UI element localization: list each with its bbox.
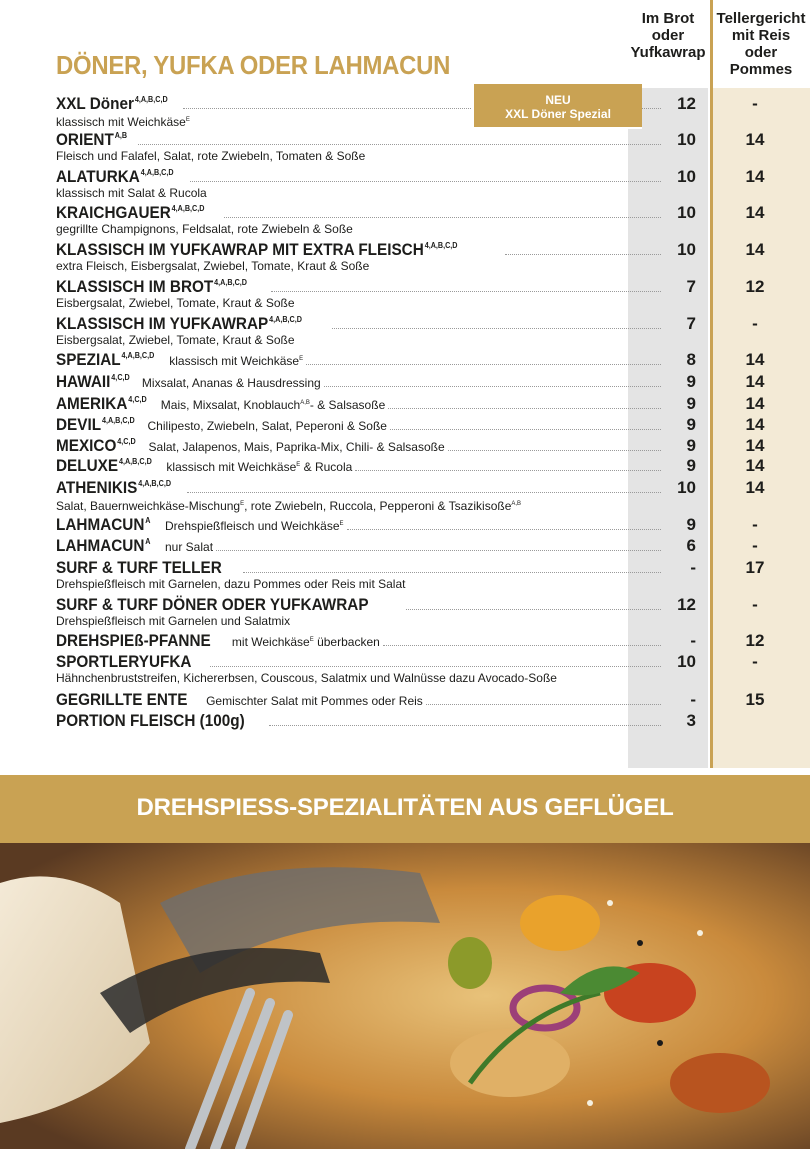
item-name — [56, 711, 245, 731]
item-inline-desc — [169, 354, 303, 368]
price-brot: 6 — [686, 536, 696, 555]
description-text: gegrillte Champignons, Feldsalat, rote Zwiebeln & Soße — [56, 222, 353, 236]
item-name-text: KRAICHGAUER — [56, 203, 171, 222]
inline-desc-text: & Rucola — [300, 460, 353, 474]
item-name — [56, 690, 187, 710]
dot-leader — [332, 328, 661, 329]
menu-item — [56, 167, 810, 200]
menu-item — [56, 515, 810, 535]
inline-desc-text: nur Salat — [165, 540, 214, 554]
price-brot: 12 — [677, 595, 696, 614]
price-teller: 14 — [745, 203, 765, 222]
allergen-codes: A,B — [511, 501, 522, 507]
price-teller: 14 — [745, 130, 765, 149]
price-brot: 7 — [686, 314, 696, 333]
item-name — [56, 394, 147, 414]
item-name — [56, 372, 130, 392]
item-name — [56, 631, 211, 651]
item-name-text: SURF & TURF DÖNER ODER YUFKAWRAP — [56, 595, 369, 614]
dot-leader — [355, 470, 661, 471]
item-name — [56, 350, 154, 370]
inline-desc-text: - & Salsasoße — [309, 398, 386, 412]
price-brot: 9 — [686, 372, 696, 391]
item-name-text: KLASSISCH IM YUFKAWRAP — [56, 314, 269, 333]
allergen-codes: E — [240, 501, 245, 507]
column-header-line: Tellergericht — [716, 10, 806, 27]
item-name — [56, 167, 174, 187]
item-name-text: SPEZIAL — [56, 350, 121, 369]
badge-line: XXL Döner Spezial — [505, 107, 611, 121]
dot-leader — [388, 408, 661, 409]
menu-item — [56, 711, 810, 731]
item-name-text: DREHSPIEß-PFANNE — [56, 631, 211, 650]
description-text: Drehspießfleisch mit Garnelen und Salatmix — [56, 614, 291, 628]
price-teller: 14 — [745, 436, 765, 455]
allergen-codes: 4,C,D — [117, 437, 136, 447]
dot-leader — [269, 725, 661, 726]
allergen-codes: 4,A,B,C,D — [118, 457, 152, 467]
menu-item-line — [56, 711, 664, 731]
allergen-codes: E — [299, 356, 304, 362]
food-photo-image — [0, 843, 810, 1149]
item-name-text: DELUXE — [56, 456, 119, 475]
item-description — [56, 150, 810, 163]
allergen-codes: 4,A,B,C,D — [269, 315, 302, 325]
menu-item-line — [56, 436, 664, 456]
price-brot: 10 — [677, 203, 696, 222]
item-name — [56, 436, 136, 456]
allergen-codes: 4,A,B,C,D — [214, 278, 247, 288]
food-photo — [0, 843, 810, 1149]
price-brot: - — [690, 558, 696, 577]
new-badge — [472, 84, 642, 129]
menu-item-line — [56, 372, 664, 392]
price-teller: - — [752, 94, 758, 113]
item-inline-desc — [149, 440, 445, 454]
item-description — [56, 297, 810, 310]
item-name-text: PORTION FLEISCH (100g) — [56, 711, 245, 730]
description-text: Fleisch und Falafel, Salat, rote Zwiebeln, Tomaten & Soße — [56, 149, 366, 163]
item-inline-desc — [206, 694, 423, 708]
menu-item — [56, 631, 810, 651]
menu-item — [56, 314, 810, 347]
item-description — [56, 615, 810, 628]
item-inline-desc — [232, 635, 380, 649]
dot-leader — [324, 386, 661, 387]
allergen-codes: 4,A,B,C,D — [101, 416, 135, 426]
dot-leader — [505, 254, 661, 255]
allergen-codes: 4,A,B,C,D — [138, 479, 172, 489]
badge-line: NEU — [545, 93, 571, 107]
inline-desc-text: Drehspießfleisch und Weichkäse — [165, 519, 340, 533]
menu-item-line — [56, 350, 664, 370]
item-name-text: SPORTLERYUFKA — [56, 652, 192, 671]
menu-item-line — [56, 536, 664, 556]
dot-leader — [243, 572, 661, 573]
menu-item — [56, 690, 810, 710]
item-name-text: KLASSISCH IM BROT — [56, 277, 214, 296]
inline-desc-text: klassisch mit Weichkäse — [166, 460, 297, 474]
price-teller: 14 — [745, 456, 765, 475]
menu-item-line — [56, 394, 664, 414]
column-header-teller — [712, 10, 810, 78]
dot-leader — [216, 550, 661, 551]
allergen-codes: 4,A,B,C,D — [140, 168, 174, 178]
column-header-line: mit Reis — [731, 27, 791, 44]
menu-item — [56, 478, 810, 513]
price-teller: - — [752, 652, 758, 671]
price-brot: - — [690, 690, 696, 709]
item-description — [56, 223, 810, 236]
column-header-line: oder — [651, 27, 685, 44]
menu-item-line — [56, 558, 664, 578]
item-inline-desc — [142, 376, 321, 390]
item-name — [56, 277, 247, 297]
item-description — [56, 187, 810, 200]
item-name — [56, 456, 152, 476]
dot-leader — [224, 217, 661, 218]
menu-item-line — [56, 130, 664, 150]
allergen-codes: E — [309, 637, 314, 643]
dot-leader — [187, 492, 661, 493]
item-name-text: KLASSISCH IM YUFKAWRAP MIT EXTRA FLEISCH — [56, 240, 424, 259]
item-inline-desc — [165, 519, 344, 533]
inline-desc-text: klassisch mit Weichkäse — [169, 354, 300, 368]
menu-item-line — [56, 690, 664, 710]
item-name — [56, 314, 302, 334]
description-text: Eisbergsalat, Zwiebel, Tomate, Kraut & Soße — [56, 333, 295, 347]
description-text: Hähnchenbruststreifen, Kichererbsen, Couscous, Salatmix und Walnüsse dazu Avocado-Soße — [56, 671, 557, 685]
item-description — [56, 260, 810, 273]
menu-item — [56, 130, 810, 163]
price-teller: - — [752, 314, 758, 333]
price-brot: 9 — [686, 394, 696, 413]
item-inline-desc — [161, 398, 385, 412]
item-name-text: ALATURKA — [56, 167, 140, 186]
price-teller: 14 — [745, 478, 765, 497]
price-teller: 12 — [745, 631, 765, 650]
item-name-text: AMERIKA — [56, 394, 128, 413]
item-name-text: LAHMACUN — [56, 515, 145, 534]
menu-item-line — [56, 478, 664, 498]
column-header-brot — [626, 10, 710, 61]
dot-leader — [383, 645, 661, 646]
allergen-codes: 4,A,B,C,D — [121, 351, 155, 361]
item-name — [56, 515, 151, 535]
price-brot: 10 — [677, 130, 696, 149]
price-brot: 9 — [686, 415, 696, 434]
allergen-codes: 4,A,B,C,D — [134, 95, 168, 105]
description-text: , rote Zwiebeln, Ruccola, Pepperoni & Tsazikisoße — [244, 499, 512, 513]
column-header-line: Im Brot — [641, 10, 695, 27]
menu-item — [56, 415, 810, 435]
item-name-text: ATHENIKIS — [56, 478, 138, 497]
item-name — [56, 130, 127, 150]
item-name — [56, 652, 191, 672]
item-name-text: GEGRILLTE ENTE — [56, 690, 188, 709]
menu-item — [56, 436, 810, 456]
price-brot: 10 — [677, 240, 696, 259]
allergen-codes: 4,A,B,C,D — [424, 241, 458, 251]
item-name-text: ORIENT — [56, 130, 114, 149]
price-teller: - — [752, 595, 758, 614]
column-header-line: oder — [744, 44, 778, 61]
price-teller: - — [752, 536, 758, 555]
item-inline-desc — [165, 540, 213, 554]
column-header-line: Yufkawrap — [630, 44, 706, 61]
item-inline-desc — [148, 419, 387, 433]
item-description — [56, 672, 810, 685]
price-teller: 15 — [745, 690, 765, 709]
item-name — [56, 240, 457, 260]
item-name — [56, 415, 135, 435]
price-brot: 12 — [677, 94, 696, 113]
price-brot: 10 — [677, 652, 696, 671]
item-name-text: XXL Döner — [56, 94, 134, 113]
item-description — [56, 498, 810, 513]
price-teller: 12 — [745, 277, 765, 296]
description-text: extra Fleisch, Eisbergsalat, Zwiebel, Tomate, Kraut & Soße — [56, 259, 370, 273]
inline-desc-text: Salat, Jalapenos, Mais, Paprika-Mix, Chili- & Salsasoße — [148, 440, 445, 454]
item-name-text: MEXICO — [56, 436, 117, 455]
section-band — [0, 775, 810, 843]
menu-item — [56, 558, 810, 591]
dot-leader — [426, 704, 661, 705]
price-teller: 14 — [745, 240, 765, 259]
allergen-codes: E — [296, 462, 301, 468]
item-name-text: DEVIL — [56, 415, 102, 434]
price-brot: 9 — [686, 456, 696, 475]
description-text: Salat, Bauernweichkäse-Mischung — [56, 499, 241, 513]
menu-item — [56, 372, 810, 392]
item-name — [56, 595, 369, 615]
inline-desc-text: überbacken — [313, 635, 380, 649]
allergen-codes: A,B — [114, 131, 128, 141]
price-teller: 14 — [745, 350, 765, 369]
price-brot: 9 — [686, 515, 696, 534]
price-brot: 7 — [686, 277, 696, 296]
price-teller: 14 — [745, 415, 765, 434]
menu-item — [56, 536, 810, 556]
menu-item-line — [56, 240, 664, 260]
menu-item-line — [56, 415, 664, 435]
item-description — [56, 578, 810, 591]
description-text: klassisch mit Salat & Rucola — [56, 186, 207, 200]
item-name — [56, 203, 204, 223]
price-brot: - — [690, 631, 696, 650]
dot-leader — [448, 450, 661, 451]
dot-leader — [138, 144, 661, 145]
menu-item — [56, 203, 810, 236]
dot-leader — [347, 529, 661, 530]
allergen-codes: 4,C,D — [128, 395, 147, 405]
dot-leader — [190, 181, 661, 182]
inline-desc-text: Mais, Mixsalat, Knoblauch — [160, 398, 301, 412]
dot-leader — [390, 429, 661, 430]
price-brot: 10 — [677, 478, 696, 497]
menu-item-line — [56, 277, 664, 297]
allergen-codes: E — [185, 117, 190, 123]
item-name-text: LAHMACUN — [56, 536, 145, 555]
inline-desc-text: Chilipesto, Zwiebeln, Salat, Peperoni & Soße — [147, 419, 387, 433]
item-name — [56, 94, 168, 114]
description-text: Drehspießfleisch mit Garnelen, dazu Pommes oder Reis mit Salat — [56, 577, 406, 591]
dot-leader — [210, 666, 662, 667]
allergen-codes: A — [145, 537, 151, 547]
menu-item-line — [56, 203, 664, 223]
menu-item-line — [56, 595, 664, 615]
band-title: DREHSPIESS-SPEZIALITÄTEN AUS GEFLÜGEL — [136, 794, 674, 821]
price-brot: 3 — [686, 711, 696, 730]
price-teller: 14 — [745, 394, 765, 413]
dot-leader — [406, 609, 661, 610]
allergen-codes: 4,C,D — [111, 373, 130, 383]
inline-desc-text: Gemischter Salat mit Pommes oder Reis — [206, 694, 423, 708]
price-teller: 14 — [745, 372, 765, 391]
menu-item-line — [56, 314, 664, 334]
menu-item-line — [56, 456, 664, 476]
price-brot: 10 — [677, 167, 696, 186]
allergen-codes: E — [339, 521, 344, 527]
price-teller: 17 — [745, 558, 765, 577]
allergen-codes: A,B — [300, 400, 310, 406]
menu-item — [56, 277, 810, 310]
item-inline-desc — [166, 460, 352, 474]
price-brot: 9 — [686, 436, 696, 455]
menu-item-line — [56, 167, 664, 187]
section-title: DÖNER, YUFKA ODER LAHMACUN — [56, 50, 451, 80]
price-teller: 14 — [745, 167, 765, 186]
menu-item-line — [56, 652, 664, 672]
price-brot: 8 — [686, 350, 696, 369]
column-header-line: Pommes — [729, 61, 793, 78]
menu-item — [56, 595, 810, 628]
menu-item — [56, 456, 810, 476]
description-text: klassisch mit Weichkäse — [56, 115, 186, 129]
item-name-text: HAWAII — [56, 372, 111, 391]
menu-item-line — [56, 515, 664, 535]
menu-item — [56, 350, 810, 370]
menu-item — [56, 94, 810, 129]
price-teller: - — [752, 515, 758, 534]
item-name — [56, 558, 222, 578]
allergen-codes: 4,A,B,C,D — [171, 204, 205, 214]
item-name — [56, 478, 171, 498]
dot-leader — [271, 291, 661, 292]
item-description — [56, 114, 810, 129]
inline-desc-text: Mixsalat, Ananas & Hausdressing — [141, 376, 321, 390]
dot-leader — [306, 364, 661, 365]
description-text: Eisbergsalat, Zwiebel, Tomate, Kraut & Soße — [56, 296, 295, 310]
allergen-codes: A — [145, 516, 151, 526]
item-name-text: SURF & TURF TELLER — [56, 558, 222, 577]
menu-item — [56, 652, 810, 685]
item-description — [56, 334, 810, 347]
menu-item-line — [56, 631, 664, 651]
inline-desc-text: mit Weichkäse — [231, 635, 310, 649]
item-name — [56, 536, 151, 556]
menu-item — [56, 394, 810, 414]
menu-item — [56, 240, 810, 273]
